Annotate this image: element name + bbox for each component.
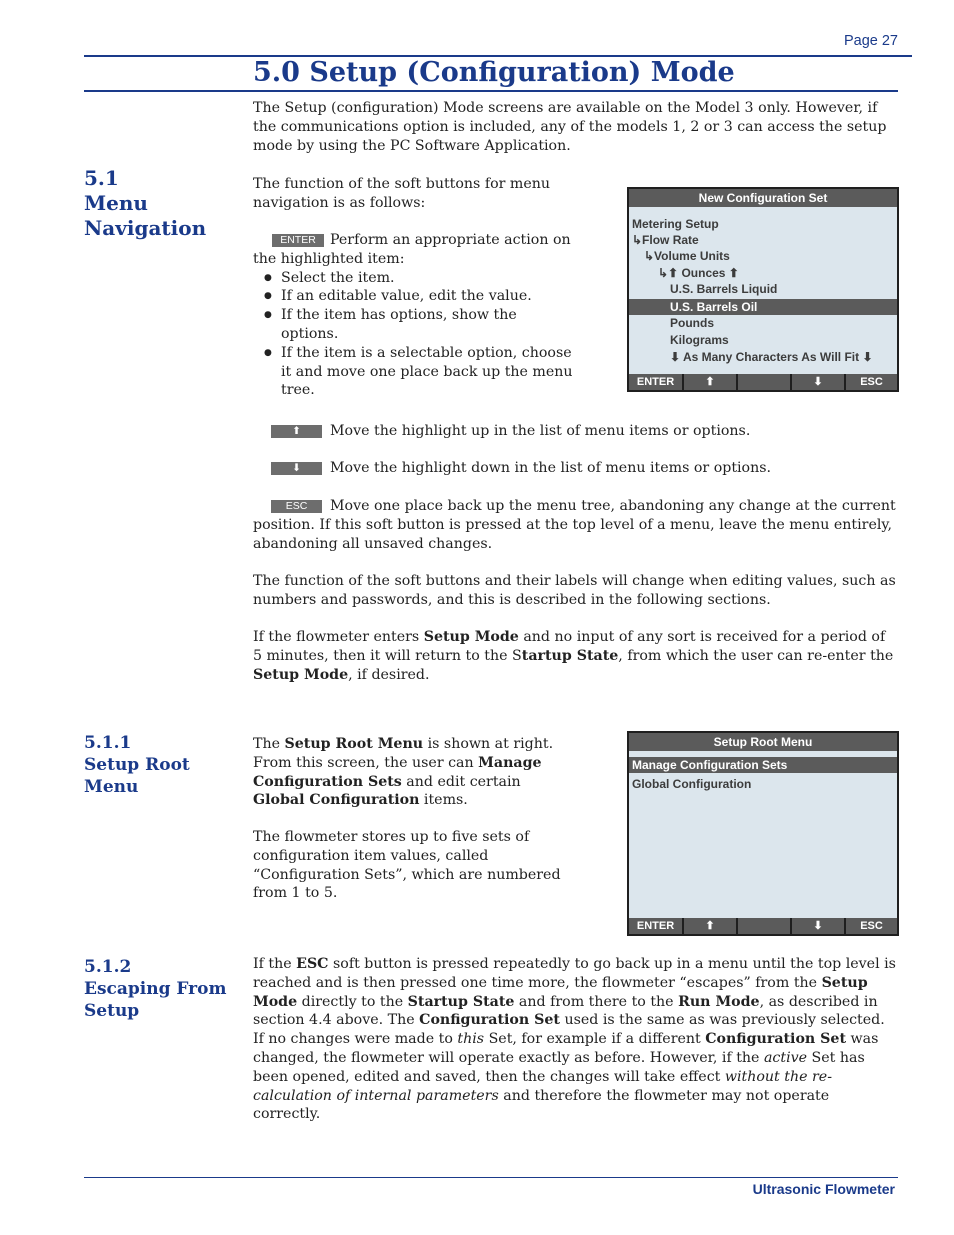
text-run: , from which the user can re-enter the xyxy=(618,647,894,664)
section-title-line2: Navigation xyxy=(84,216,207,240)
up-text: Move the highlight up in the list of menu items or options. xyxy=(330,423,751,439)
text-bold: Startup State xyxy=(407,993,515,1010)
text-italic: without the re-calculation of internal parameters xyxy=(253,1068,832,1104)
screen-menu-item: Metering Setup xyxy=(632,217,719,231)
list-item: ● Select the item. xyxy=(253,269,573,288)
section-5-1-2-heading xyxy=(84,956,226,1022)
text-bold: Configuration Set xyxy=(419,1012,560,1029)
text-bold: tartup State xyxy=(521,647,619,664)
screen-menu-item: Pounds xyxy=(670,316,714,330)
screen-title: New Configuration Set xyxy=(629,189,897,207)
new-configuration-set-screen xyxy=(627,187,899,392)
list-item: ● If the item is a selectable option, choose it and move one place back up the menu tree. xyxy=(253,344,573,400)
setup-root-menu-screen xyxy=(627,731,899,936)
text-run: and no input of any sort is received for a period of 5 minutes, then it will return to the S xyxy=(253,629,886,664)
section-number: 5.1 xyxy=(84,166,119,190)
text-run: soft button is pressed repeatedly to go back up in a menu until the top level is reached and is then pressed one time more, the flowmeter “escapes” from the xyxy=(253,956,896,991)
timeout-paragraph xyxy=(253,628,898,684)
screen-menu-item: Kilograms xyxy=(670,333,729,347)
text-bold: ESC xyxy=(296,956,329,972)
text-bold: Setup Root Menu xyxy=(284,736,424,752)
down-softkey-badge: ⬇ xyxy=(271,462,322,475)
screen-menu-item: Global Configuration xyxy=(632,777,752,791)
footer-rule xyxy=(84,1177,898,1178)
setup-root-paragraph-1 xyxy=(253,735,563,810)
section-title-line1: Escaping From xyxy=(84,979,227,999)
text-run: Set has been opened, edited and saved, then the changes will take effect xyxy=(253,1049,865,1085)
text-bold: Setup Mode xyxy=(253,974,868,1010)
screen-menu-item: ↳Volume Units xyxy=(644,249,730,263)
esc-text: Move one place back up the menu tree, abandoning any change at the current position. If this soft button is pressed at the top level of a menu, leave the menu entirely, abandoning all unsaved changes. xyxy=(253,498,896,552)
softkey-bar xyxy=(629,374,897,390)
list-item: ● If an editable value, edit the value. xyxy=(253,287,573,306)
text-run: is shown at right. From this screen, the user can xyxy=(253,736,554,771)
enter-softkey[interactable]: ENTER xyxy=(629,374,682,390)
screen-menu-item-selected: U.S. Barrels Oil xyxy=(629,299,897,315)
up-softkey[interactable]: ⬆ xyxy=(684,918,736,934)
screen-menu-item: U.S. Barrels Liquid xyxy=(670,282,778,296)
down-softkey[interactable]: ⬇ xyxy=(792,918,844,934)
section-title-line1: Setup Root xyxy=(84,755,190,775)
text-run: directly to the xyxy=(297,993,408,1010)
blank-softkey[interactable] xyxy=(738,918,790,934)
screen-menu-item: ↳⬆ Ounces ⬆ xyxy=(658,266,739,280)
text-italic: this xyxy=(457,1031,485,1048)
section-number: 5.1.2 xyxy=(84,957,132,977)
up-softkey-badge: ⬆ xyxy=(271,425,322,438)
screen-menu-item: ⬇ As Many Characters As Will Fit ⬇ xyxy=(670,350,873,364)
section-title-line1: Menu xyxy=(84,191,148,215)
text-run: , if desired. xyxy=(348,666,430,683)
text-run: used is the same as was previously selected. If no changes were made to xyxy=(253,1012,885,1048)
enter-softkey-badge: ENTER xyxy=(272,234,324,247)
section-title-line2: Menu xyxy=(84,777,139,797)
down-text: Move the highlight down in the list of menu items or options. xyxy=(330,460,772,476)
text-bold: Setup Mode xyxy=(423,629,519,645)
enter-softkey[interactable]: ENTER xyxy=(629,918,682,934)
text-run: and from there to the xyxy=(514,993,679,1010)
up-softkey[interactable]: ⬆ xyxy=(684,374,736,390)
menu-nav-intro: The function of the soft buttons for menu navigation is as follows: xyxy=(253,176,551,211)
enter-bullet-list xyxy=(253,269,573,401)
text-italic: active xyxy=(763,1049,808,1066)
up-description xyxy=(253,422,898,441)
section-5-1-heading xyxy=(84,166,206,241)
text-run: was changed, the flowmeter will operate exactly as before. However, if the xyxy=(253,1031,879,1066)
list-item: ● If the item has options, show the options. xyxy=(253,306,573,344)
screen-menu-item-selected: Manage Configuration Sets xyxy=(629,757,897,773)
text-bold: Setup Mode xyxy=(253,666,349,683)
text-run: and therefore the flowmeter may not operate correctly. xyxy=(253,1087,830,1123)
text-bold: Run Mode xyxy=(678,993,760,1010)
section-title-line2: Setup xyxy=(84,1001,140,1021)
text-run: items. xyxy=(419,792,468,809)
blank-softkey[interactable] xyxy=(738,374,790,390)
intro-paragraph: The Setup (configuration) Mode screens are available on the Model 3 only. However, if the communications option is included, any of the models 1, 2 or 3 can access the setup mode by using the PC Software Application. xyxy=(253,100,887,154)
setup-root-paragraph-2: The flowmeter stores up to five sets of configuration item values, called “Configuration Sets”, which are numbered from 1 to 5. xyxy=(253,829,561,902)
text-bold: Manage Configuration Sets xyxy=(253,754,542,790)
softkey-bar xyxy=(629,918,897,934)
enter-description xyxy=(253,231,583,400)
text-run: If the xyxy=(253,956,297,972)
page-title: 5.0 Setup (Configuration) Mode xyxy=(253,57,735,88)
text-bold: Configuration Set xyxy=(705,1031,846,1048)
esc-softkey[interactable]: ESC xyxy=(846,918,897,934)
text-run: Set, for example if a different xyxy=(484,1031,706,1048)
softkey-function-paragraph: The function of the soft buttons and their labels will change when editing values, such as numbers and passwords, and this is described in the following sections. xyxy=(253,573,896,608)
escaping-paragraph xyxy=(253,955,900,1124)
down-softkey[interactable]: ⬇ xyxy=(792,374,844,390)
text-bold: Global Configuration xyxy=(253,792,420,809)
title-rule xyxy=(84,90,898,92)
text-run: If the flowmeter enters xyxy=(253,629,424,645)
page-number: Page 27 xyxy=(843,33,898,49)
screen-menu-item: ↳Flow Rate xyxy=(632,233,699,247)
footer-title: Ultrasonic Flowmeter xyxy=(752,1181,895,1197)
esc-softkey[interactable]: ESC xyxy=(846,374,897,390)
esc-description xyxy=(253,497,898,553)
esc-softkey-badge: ESC xyxy=(271,500,322,513)
down-description xyxy=(253,459,898,478)
text-run: , as described in section 4.4 above. The xyxy=(253,993,878,1029)
screen-title: Setup Root Menu xyxy=(629,733,897,751)
section-5-1-1-heading xyxy=(84,732,190,798)
enter-text: Perform an appropriate action on the highlighted item: xyxy=(253,232,571,267)
text-run: The xyxy=(253,736,285,752)
section-number: 5.1.1 xyxy=(84,733,132,753)
text-run: and edit certain xyxy=(401,773,521,790)
